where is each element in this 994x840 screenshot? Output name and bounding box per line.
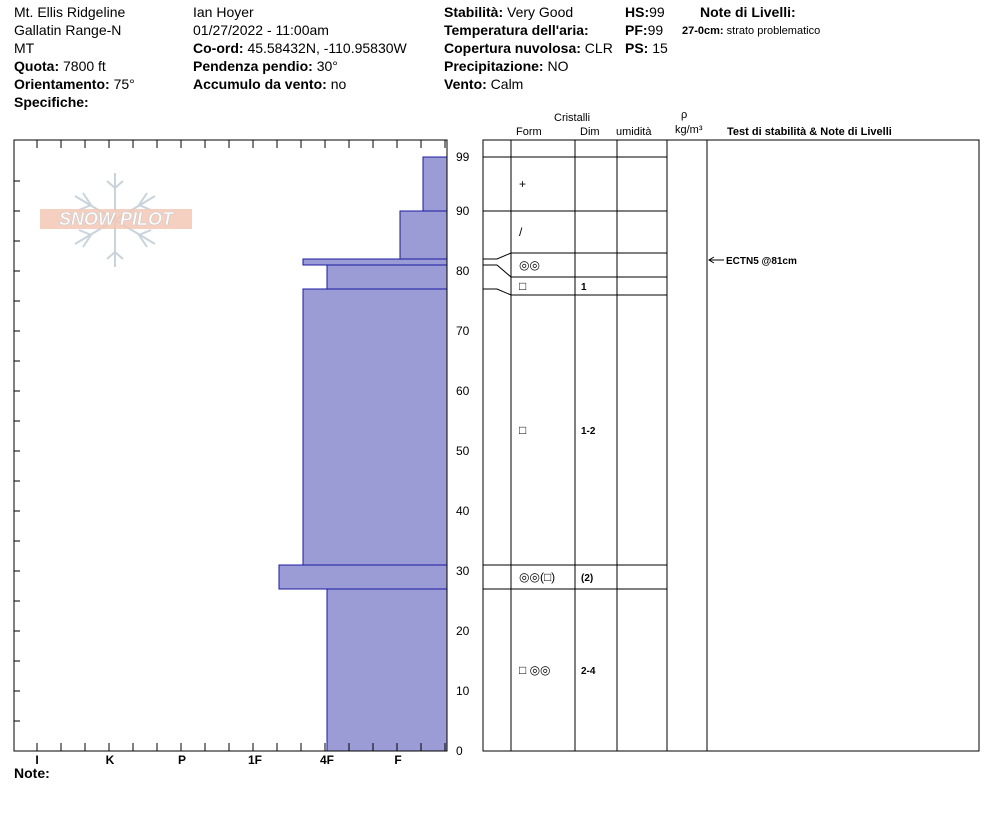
state: MT xyxy=(14,40,35,56)
col-density-unit: kg/m³ xyxy=(675,124,703,136)
hardness-bars xyxy=(279,157,447,751)
y-tick-label-20: 20 xyxy=(456,624,470,638)
y-tick-label-70: 70 xyxy=(456,324,470,338)
hardness-bar-0 xyxy=(327,589,447,751)
x-tick-label-K: K xyxy=(105,753,115,767)
wind-value: Calm xyxy=(490,76,524,92)
y-tick-label-60: 60 xyxy=(456,384,470,398)
y-tick-label-30: 30 xyxy=(456,564,470,578)
cloud-label: Copertura nuvolosa: xyxy=(444,40,581,56)
elevation-label: Quota: xyxy=(14,58,60,74)
air-temp-label: Temperatura dell'aria: xyxy=(444,22,589,38)
layer-note-text: strato problematico xyxy=(726,25,821,37)
table-leader-line xyxy=(483,253,511,259)
crystal-table xyxy=(483,140,979,751)
y-tick-label-40: 40 xyxy=(456,504,470,518)
stability-test-label-0: ECTN5 @81cm xyxy=(726,256,797,267)
layer-notes-label: Note di Livelli: xyxy=(700,4,796,20)
wind-label: Vento: xyxy=(444,76,487,92)
col-moisture: umidità xyxy=(616,126,652,138)
stability-label: Stabilità: xyxy=(444,4,504,20)
stability-value: Very Good xyxy=(507,4,574,20)
crystal-dim-4: 1-2 xyxy=(581,426,596,437)
aspect-label: Orientamento: xyxy=(14,76,110,92)
crystal-dim-3: 1 xyxy=(581,282,587,293)
y-tick-label-10: 10 xyxy=(456,684,470,698)
table-leader-line xyxy=(483,265,511,277)
observer: Ian Hoyer xyxy=(193,4,254,20)
col-crystals: Cristalli xyxy=(554,112,591,124)
slope-value: 30° xyxy=(316,58,338,74)
notes-label: Note: xyxy=(14,765,50,781)
crystal-form-0: + xyxy=(519,177,527,191)
y-tick-labels xyxy=(456,150,470,758)
crystal-form-6: □ ◎◎ xyxy=(519,663,551,677)
hs-value: 99 xyxy=(649,4,665,20)
crystal-form-3: □ xyxy=(519,279,527,293)
crystal-dim-6: 2-4 xyxy=(581,666,596,677)
col-form: Form xyxy=(516,126,542,138)
ps-label: PS: xyxy=(625,40,649,56)
x-tick-label-P: P xyxy=(177,753,187,767)
col-rho: ρ xyxy=(681,109,688,121)
pf-value: 99 xyxy=(647,22,664,38)
col-dim: Dim xyxy=(580,126,600,138)
precip-label: Precipitazione: xyxy=(444,58,544,74)
table-leader-line xyxy=(483,289,511,295)
slope-label: Pendenza pendio: xyxy=(193,58,313,74)
cloud-value: CLR xyxy=(584,40,613,56)
y-tick-label-50: 50 xyxy=(456,444,470,458)
pf-label: PF: xyxy=(625,22,648,38)
wind-loading-label: Accumulo da vento: xyxy=(193,76,327,92)
hs-label: HS: xyxy=(625,4,650,20)
ps-value: 15 xyxy=(652,40,668,56)
hardness-bar-2 xyxy=(303,289,447,565)
x-tick-label-F: F xyxy=(394,753,402,767)
y-tick-label-90: 90 xyxy=(456,204,470,218)
x-tick-label-1F: 1F xyxy=(247,753,263,767)
location: Mt. Ellis Ridgeline xyxy=(14,4,126,20)
hardness-bar-5 xyxy=(400,211,447,259)
crystal-dim-5: (2) xyxy=(581,573,594,584)
datetime: 01/27/2022 - 11:00am xyxy=(193,22,329,38)
y-tick-label-80: 80 xyxy=(456,264,470,278)
hardness-bar-3 xyxy=(327,265,447,289)
x-tick-label-4F: 4F xyxy=(319,753,335,767)
coord-label: Co-ord: xyxy=(193,40,244,56)
crystal-form-1: / xyxy=(519,225,523,239)
crystal-form-5: ◎◎(□) xyxy=(519,570,556,584)
crystal-form-4: □ xyxy=(519,423,527,437)
hardness-bar-4 xyxy=(303,259,447,265)
hardness-bar-1 xyxy=(279,565,447,589)
specifics-label: Specifiche: xyxy=(14,94,89,110)
stability-tests xyxy=(709,256,797,267)
x-tick-labels xyxy=(35,753,401,767)
coord-value: 45.58432N, -110.95830W xyxy=(247,40,407,56)
x-tick-label-I: I xyxy=(35,753,39,767)
crystal-form-2: ◎◎ xyxy=(519,258,540,272)
y-tick-label-99: 99 xyxy=(456,150,470,164)
col-stability-notes: Test di stabilità & Note di Livelli xyxy=(727,126,892,138)
aspect-value: 75° xyxy=(113,76,135,92)
snowpilot-logo xyxy=(40,173,192,267)
logo-text: SNOW PILOT xyxy=(59,209,173,229)
wind-loading-value: no xyxy=(330,76,347,92)
y-tick-label-0: 0 xyxy=(456,744,463,758)
elevation-value: 7800 ft xyxy=(63,58,106,74)
range: Gallatin Range-N xyxy=(14,22,122,38)
hardness-bar-6 xyxy=(423,157,447,211)
precip-value: NO xyxy=(547,58,569,74)
crystal-table-frame xyxy=(483,140,979,751)
layer-note-depth: 27-0cm: xyxy=(682,25,724,37)
